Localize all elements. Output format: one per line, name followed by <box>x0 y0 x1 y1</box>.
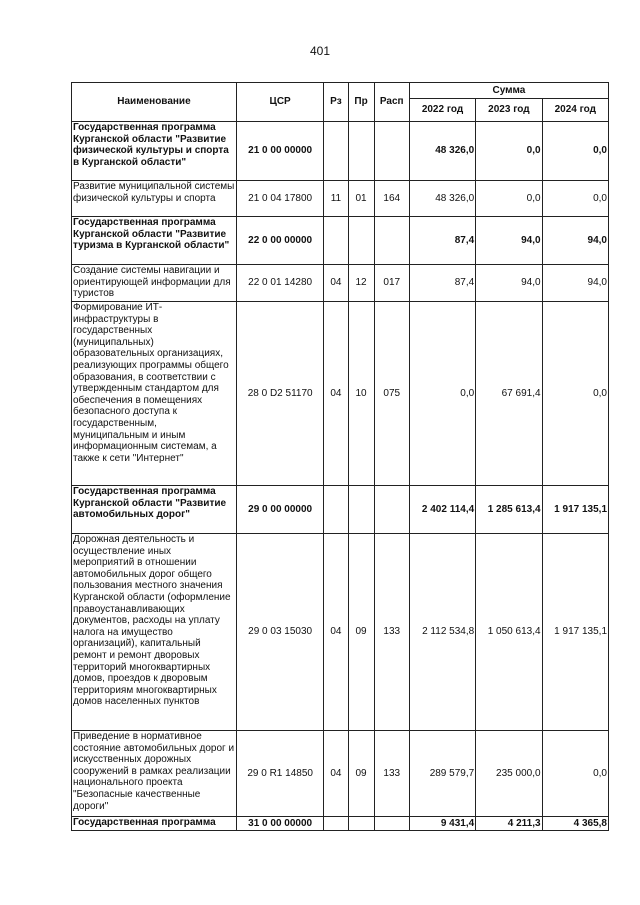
row-name: Государственная программа Курганской области "Развитие туризма в Курганской области" <box>72 217 237 265</box>
table-row <box>72 181 609 217</box>
table-row <box>72 731 609 817</box>
row-2022: 2 402 114,4 <box>409 486 475 534</box>
row-rasp: 017 <box>374 265 409 302</box>
row-2023: 4 211,3 <box>476 817 542 831</box>
row-2024: 1 917 135,1 <box>542 486 608 534</box>
row-rz <box>324 817 348 831</box>
row-csr: 21 0 04 17800 <box>236 181 323 217</box>
row-name: Государственная программа Курганской области "Развитие физической культуры и спорта в Курганской области" <box>72 122 237 181</box>
row-2023: 0,0 <box>476 122 542 181</box>
header-2023: 2023 год <box>476 99 542 122</box>
row-2022: 9 431,4 <box>409 817 475 831</box>
row-2024: 0,0 <box>542 122 608 181</box>
header-rasp: Расп <box>374 83 409 122</box>
row-pr: 09 <box>348 731 374 817</box>
row-2024: 94,0 <box>542 265 608 302</box>
row-pr <box>348 217 374 265</box>
header-name: Наименование <box>72 83 237 122</box>
row-2023: 94,0 <box>476 217 542 265</box>
row-pr <box>348 122 374 181</box>
row-2022: 0,0 <box>409 302 475 486</box>
row-name: Формирование ИТ-инфраструктуры в государственных (муниципальных) образовательных организациях, реализующих программы общего образования, в соответствии с утвержденным стандартом для обеспечения в помещениях безопасного доступа к государственным, муниципальным и иным информационным системам, а также к сети "Интернет" <box>72 302 237 486</box>
table-row <box>72 217 609 265</box>
row-rasp: 075 <box>374 302 409 486</box>
row-2022: 289 579,7 <box>409 731 475 817</box>
row-rz: 04 <box>324 265 348 302</box>
row-rasp <box>374 486 409 534</box>
row-name: Дорожная деятельность и осуществление иных мероприятий в отношении автомобильных дорог общего пользования местного значения Курганской области (оформление правоустанавливающих документов, расходы на уплату налога на имущество организаций), капитальный ремонт и ремонт дворовых территорий многоквартирных домов, проездов к дворовым территориям многоквартирных домов населенных пунктов <box>72 534 237 731</box>
row-2023: 1 285 613,4 <box>476 486 542 534</box>
row-2023: 94,0 <box>476 265 542 302</box>
row-pr: 12 <box>348 265 374 302</box>
row-2023: 235 000,0 <box>476 731 542 817</box>
row-2024: 0,0 <box>542 302 608 486</box>
row-pr: 01 <box>348 181 374 217</box>
row-2023: 0,0 <box>476 181 542 217</box>
row-rz: 04 <box>324 302 348 486</box>
row-pr <box>348 486 374 534</box>
row-csr: 22 0 01 14280 <box>236 265 323 302</box>
row-csr: 29 0 R1 14850 <box>236 731 323 817</box>
header-csr: ЦСР <box>236 83 323 122</box>
row-rz <box>324 122 348 181</box>
row-pr: 09 <box>348 534 374 731</box>
row-rz: 04 <box>324 731 348 817</box>
table-row <box>72 265 609 302</box>
row-2024: 0,0 <box>542 731 608 817</box>
row-name: Развитие муниципальной системы физической культуры и спорта <box>72 181 237 217</box>
row-rasp: 133 <box>374 731 409 817</box>
row-rz <box>324 486 348 534</box>
row-name: Государственная программа Курганской области "Развитие автомобильных дорог" <box>72 486 237 534</box>
page-number: 401 <box>309 44 331 58</box>
row-csr: 29 0 03 15030 <box>236 534 323 731</box>
row-name: Приведение в нормативное состояние автомобильных дорог и искусственных дорожных сооружений в рамках реализации национального проекта "Безопасные качественные дороги" <box>72 731 237 817</box>
row-2022: 87,4 <box>409 265 475 302</box>
table-row <box>72 817 609 831</box>
row-2022: 2 112 534,8 <box>409 534 475 731</box>
row-rz <box>324 217 348 265</box>
row-rz: 11 <box>324 181 348 217</box>
row-2024: 0,0 <box>542 181 608 217</box>
header-2022: 2022 год <box>409 99 475 122</box>
header-pr: Пр <box>348 83 374 122</box>
row-rasp: 133 <box>374 534 409 731</box>
row-csr: 29 0 00 00000 <box>236 486 323 534</box>
row-csr: 28 0 D2 51170 <box>236 302 323 486</box>
header-rz: Рз <box>324 83 348 122</box>
row-rasp <box>374 122 409 181</box>
budget-table <box>71 82 609 831</box>
table-row <box>72 486 609 534</box>
table-row <box>72 302 609 486</box>
table-row <box>72 122 609 181</box>
row-csr: 21 0 00 00000 <box>236 122 323 181</box>
row-name: Создание системы навигации и ориентирующей информации для туристов <box>72 265 237 302</box>
row-rz: 04 <box>324 534 348 731</box>
row-2022: 48 326,0 <box>409 122 475 181</box>
header-sum: Сумма <box>409 83 608 99</box>
row-2022: 87,4 <box>409 217 475 265</box>
row-2024: 4 365,8 <box>542 817 608 831</box>
header-2024: 2024 год <box>542 99 608 122</box>
row-csr: 31 0 00 00000 <box>236 817 323 831</box>
row-csr: 22 0 00 00000 <box>236 217 323 265</box>
row-rasp <box>374 817 409 831</box>
row-pr: 10 <box>348 302 374 486</box>
row-2023: 1 050 613,4 <box>476 534 542 731</box>
row-pr <box>348 817 374 831</box>
row-2022: 48 326,0 <box>409 181 475 217</box>
row-rasp <box>374 217 409 265</box>
row-name: Государственная программа <box>72 817 237 831</box>
table-row <box>72 534 609 731</box>
row-2024: 1 917 135,1 <box>542 534 608 731</box>
row-2023: 67 691,4 <box>476 302 542 486</box>
row-2024: 94,0 <box>542 217 608 265</box>
row-rasp: 164 <box>374 181 409 217</box>
